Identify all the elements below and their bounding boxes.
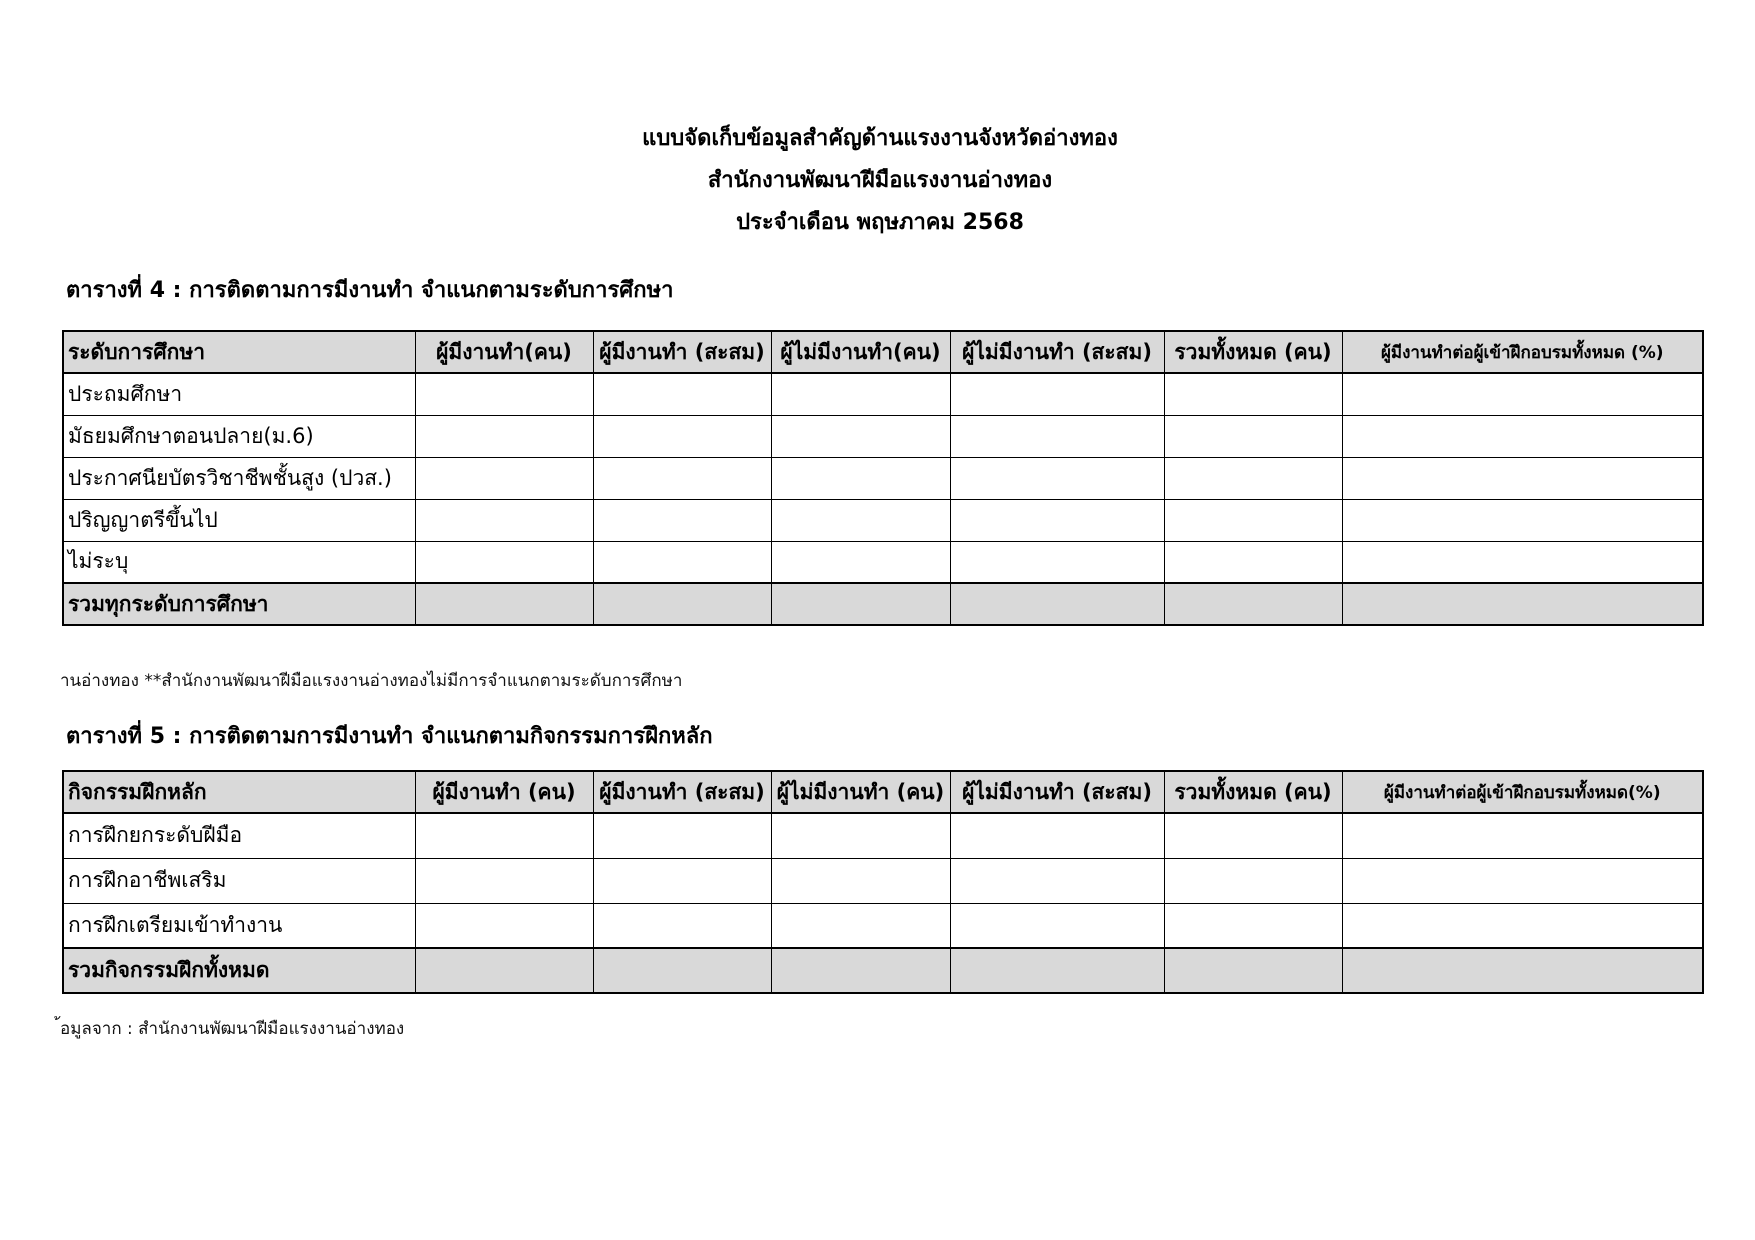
table-row [63,813,1703,858]
table5-col-unemployed: ผู้ไม่มีงานทำ (คน) [771,771,950,813]
document-title-block [0,118,1755,244]
total-label: รวมทุกระดับการศึกษา [63,583,415,625]
table-row [63,499,1703,541]
total-label: รวมกิจกรรมฝึกทั้งหมด [63,948,415,993]
table4-col-employed: ผู้มีงานทำ(คน) [415,331,593,373]
table-row [63,457,1703,499]
table-row [63,903,1703,948]
table-row [63,373,1703,415]
table5-col-unemployed-cumulative: ผู้ไม่มีงานทำ (สะสม) [950,771,1164,813]
row-label: การฝึกเตรียมเข้าทำงาน [63,903,415,948]
table4-col-education-level: ระดับการศึกษา [63,331,415,373]
table5-col-total: รวมทั้งหมด (คน) [1164,771,1342,813]
table4-col-employed-cumulative: ผู้มีงานทำ (สะสม) [593,331,771,373]
table4-heading: ตารางที่ 4 : การติดตามการมีงานทำ จำแนกตามระดับการศึกษา [66,278,674,303]
row-label: ไม่ระบุ [63,541,415,583]
table5-total-row [63,948,1703,993]
document-title: แบบจัดเก็บข้อมูลสำคัญด้านแรงงานจังหวัดอ่างทอง [642,126,1118,151]
table5-heading: ตารางที่ 5 : การติดตามการมีงานทำ จำแนกตามกิจกรรมการฝึกหลัก [66,724,713,749]
table4-education [62,330,1704,626]
table4-col-total: รวมทั้งหมด (คน) [1164,331,1342,373]
row-label: ประถมศึกษา [63,373,415,415]
table4-col-unemployed-cumulative: ผู้ไม่มีงานทำ (สะสม) [950,331,1164,373]
table-row [63,541,1703,583]
row-label: ปริญญาตรีขึ้นไป [63,499,415,541]
row-label: การฝึกอาชีพเสริม [63,858,415,903]
office-name: สำนักงานพัฒนาฝีมือแรงงานอ่างทอง [707,168,1053,193]
table5-col-employed: ผู้มีงานทำ (คน) [415,771,593,813]
row-label: มัธยมศึกษาตอนปลาย(ม.6) [63,415,415,457]
row-label: การฝึกยกระดับฝีมือ [63,813,415,858]
report-period: ประจำเดือน พฤษภาคม 2568 [736,210,1024,235]
table4-note: านอ่างทอง **สำนักงานพัฒนาฝีมือแรงงานอ่างทองไม่มีการจำแนกตามระดับการศึกษา [60,671,683,691]
table5-activities [62,770,1704,994]
table5-col-employment-rate: ผู้มีงานทำต่อผู้เข้าฝึกอบรมทั้งหมด(%) [1342,771,1703,813]
table4-total-row [63,583,1703,625]
row-label: ประกาศนียบัตรวิชาชีพชั้นสูง (ปวส.) [63,457,415,499]
table5-note: ้อมูลจาก : สำนักงานพัฒนาฝีมือแรงงานอ่างทอง [60,1019,405,1039]
table-row [63,858,1703,903]
table5-col-employed-cumulative: ผู้มีงานทำ (สะสม) [593,771,771,813]
table4-col-employment-rate: ผู้มีงานทำต่อผู้เข้าฝึกอบรมทั้งหมด (%) [1342,331,1703,373]
table5-col-activity: กิจกรรมฝึกหลัก [63,771,415,813]
table-row [63,415,1703,457]
table4-col-unemployed: ผู้ไม่มีงานทำ(คน) [771,331,950,373]
